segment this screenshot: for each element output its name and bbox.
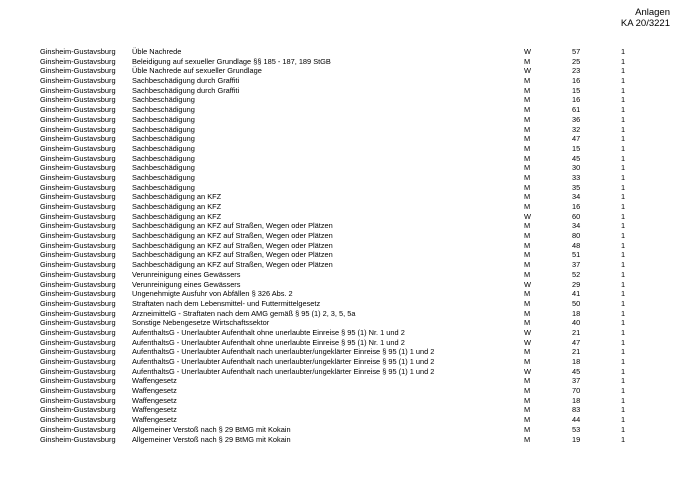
row-offense: Sachbeschädigung an KFZ auf Straßen, Wegen oder Plätzen — [132, 260, 333, 270]
row-place: Ginsheim-Gustavsburg — [40, 415, 116, 425]
row-place: Ginsheim-Gustavsburg — [40, 240, 116, 250]
table-row — [0, 154, 700, 164]
table-row — [0, 425, 700, 435]
row-sex: M — [524, 124, 531, 134]
row-offense: Verunreinigung eines Gewässers — [132, 269, 241, 279]
row-place: Ginsheim-Gustavsburg — [40, 192, 116, 202]
row-sex: M — [524, 202, 531, 211]
row-sex: M — [524, 105, 531, 115]
row-age: 83 — [572, 405, 581, 415]
row-count: 1 — [621, 143, 626, 153]
row-count: 1 — [621, 366, 626, 376]
row-count: 1 — [621, 308, 626, 318]
row-place: Ginsheim-Gustavsburg — [40, 105, 116, 115]
row-sex: M — [524, 269, 531, 279]
row-count: 1 — [621, 221, 626, 231]
row-age: 60 — [572, 211, 581, 221]
row-sex: M — [524, 231, 531, 241]
row-age: 70 — [572, 386, 581, 396]
row-place: Ginsheim-Gustavsburg — [40, 376, 116, 386]
row-offense: Waffengesetz — [132, 376, 177, 386]
row-age: 15 — [572, 143, 581, 153]
row-count: 1 — [621, 192, 626, 202]
row-offense: Sachbeschädigung an KFZ — [132, 202, 222, 211]
table-row — [0, 415, 700, 425]
row-count: 1 — [621, 202, 626, 211]
row-count: 1 — [621, 114, 626, 124]
table-row — [0, 260, 700, 270]
table-row — [0, 299, 700, 309]
row-place: Ginsheim-Gustavsburg — [40, 357, 116, 366]
row-place: Ginsheim-Gustavsburg — [40, 95, 116, 105]
row-sex: M — [524, 415, 531, 425]
row-offense: ArzneimittelG - Straftaten nach dem AMG gemäß § 95 (1) 2, 3, 5, 5a — [132, 308, 356, 318]
row-sex: M — [524, 260, 531, 270]
row-offense: Sachbeschädigung — [132, 172, 195, 182]
row-sex: M — [524, 153, 531, 163]
table-row — [0, 435, 700, 445]
row-place: Ginsheim-Gustavsburg — [40, 143, 116, 153]
row-age: 18 — [572, 395, 581, 405]
row-age: 47 — [572, 337, 581, 347]
row-age: 40 — [572, 318, 581, 328]
row-age: 15 — [572, 85, 581, 95]
row-place: Ginsheim-Gustavsburg — [40, 386, 116, 396]
table-row — [0, 163, 700, 173]
row-offense: Sachbeschädigung — [132, 163, 195, 173]
row-age: 37 — [572, 376, 581, 386]
row-place: Ginsheim-Gustavsburg — [40, 405, 116, 415]
row-place: Ginsheim-Gustavsburg — [40, 211, 116, 221]
table-row — [0, 289, 700, 299]
row-sex: M — [524, 405, 531, 415]
row-count: 1 — [621, 376, 626, 386]
row-count: 1 — [621, 163, 626, 173]
row-count: 1 — [621, 424, 626, 434]
row-offense: Üble Nachrede auf sexueller Grundlage — [132, 66, 262, 76]
row-age: 18 — [572, 308, 581, 318]
table-row — [0, 105, 700, 115]
header-annex-label: Anlagen — [635, 7, 670, 18]
row-count: 1 — [621, 153, 626, 163]
row-count: 1 — [621, 95, 626, 105]
row-sex: W — [524, 337, 531, 347]
row-sex: M — [524, 434, 531, 444]
row-sex: W — [524, 47, 531, 56]
row-offense: Ungenehmigte Ausfuhr von Abfällen § 326 Abs. 2 — [132, 289, 293, 299]
row-count: 1 — [621, 405, 626, 415]
row-age: 16 — [572, 76, 581, 86]
row-count: 1 — [621, 289, 626, 299]
row-offense: AufenthaltsG - Unerlaubter Aufenthalt nach unerlaubter/ungeklärter Einreise § 95 (1) 1 und 2 — [132, 347, 435, 357]
row-count: 1 — [621, 337, 626, 347]
table-row — [0, 396, 700, 406]
row-sex: M — [524, 395, 531, 405]
row-offense: Waffengesetz — [132, 386, 177, 396]
row-place: Ginsheim-Gustavsburg — [40, 153, 116, 163]
row-count: 1 — [621, 85, 626, 95]
row-count: 1 — [621, 327, 626, 337]
row-age: 23 — [572, 66, 581, 76]
row-place: Ginsheim-Gustavsburg — [40, 318, 116, 328]
row-place: Ginsheim-Gustavsburg — [40, 124, 116, 134]
row-age: 19 — [572, 434, 581, 444]
table-row — [0, 309, 700, 319]
table-row — [0, 405, 700, 415]
table-row — [0, 338, 700, 348]
table-row — [0, 66, 700, 76]
table-row — [0, 318, 700, 328]
row-place: Ginsheim-Gustavsburg — [40, 269, 116, 279]
row-age: 34 — [572, 221, 581, 231]
row-place: Ginsheim-Gustavsburg — [40, 424, 116, 434]
row-place: Ginsheim-Gustavsburg — [40, 221, 116, 231]
row-sex: M — [524, 172, 531, 182]
row-sex: M — [524, 318, 531, 328]
row-offense: Sachbeschädigung — [132, 153, 195, 163]
row-offense: Beleidigung auf sexueller Grundlage §§ 185 - 187, 189 StGB — [132, 56, 331, 66]
row-sex: M — [524, 357, 531, 366]
row-age: 53 — [572, 424, 581, 434]
row-place: Ginsheim-Gustavsburg — [40, 114, 116, 124]
row-sex: W — [524, 66, 531, 76]
row-place: Ginsheim-Gustavsburg — [40, 395, 116, 405]
row-place: Ginsheim-Gustavsburg — [40, 182, 116, 192]
row-place: Ginsheim-Gustavsburg — [40, 279, 116, 289]
row-place: Ginsheim-Gustavsburg — [40, 202, 116, 211]
row-sex: M — [524, 163, 531, 173]
row-count: 1 — [621, 318, 626, 328]
row-count: 1 — [621, 231, 626, 241]
row-sex: M — [524, 221, 531, 231]
row-age: 16 — [572, 202, 581, 211]
row-count: 1 — [621, 395, 626, 405]
row-age: 48 — [572, 240, 581, 250]
row-sex: M — [524, 114, 531, 124]
row-offense: Straftaten nach dem Lebensmittel- und Futtermittelgesetz — [132, 298, 321, 308]
row-count: 1 — [621, 211, 626, 221]
row-sex: M — [524, 250, 531, 260]
row-age: 32 — [572, 124, 581, 134]
row-offense: Sachbeschädigung — [132, 124, 195, 134]
row-offense: Sachbeschädigung an KFZ auf Straßen, Wegen oder Plätzen — [132, 231, 333, 241]
row-sex: M — [524, 298, 531, 308]
row-age: 57 — [572, 47, 581, 56]
row-place: Ginsheim-Gustavsburg — [40, 298, 116, 308]
row-age: 33 — [572, 172, 581, 182]
row-sex: M — [524, 192, 531, 202]
row-place: Ginsheim-Gustavsburg — [40, 434, 116, 444]
table-row — [0, 328, 700, 338]
row-age: 37 — [572, 260, 581, 270]
row-age: 41 — [572, 289, 581, 299]
row-offense: Sachbeschädigung durch Graffiti — [132, 76, 240, 86]
row-place: Ginsheim-Gustavsburg — [40, 66, 116, 76]
row-count: 1 — [621, 357, 626, 366]
table-row — [0, 386, 700, 396]
row-count: 1 — [621, 47, 626, 56]
row-place: Ginsheim-Gustavsburg — [40, 327, 116, 337]
row-age: 45 — [572, 153, 581, 163]
table-row — [0, 241, 700, 251]
row-place: Ginsheim-Gustavsburg — [40, 163, 116, 173]
row-offense: AufenthaltsG - Unerlaubter Aufenthalt ohne unerlaubte Einreise § 95 (1) Nr. 1 und 2 — [132, 327, 405, 337]
row-count: 1 — [621, 56, 626, 66]
row-count: 1 — [621, 279, 626, 289]
row-age: 29 — [572, 279, 581, 289]
row-place: Ginsheim-Gustavsburg — [40, 260, 116, 270]
row-sex: W — [524, 366, 531, 376]
row-place: Ginsheim-Gustavsburg — [40, 366, 116, 376]
table-row — [0, 231, 700, 241]
row-offense: AufenthaltsG - Unerlaubter Aufenthalt nach unerlaubter/ungeklärter Einreise § 95 (1) 1 und 2 — [132, 366, 435, 376]
row-offense: Waffengesetz — [132, 415, 177, 425]
row-age: 50 — [572, 298, 581, 308]
table-row — [0, 134, 700, 144]
table-row — [0, 76, 700, 86]
row-offense: Sachbeschädigung an KFZ — [132, 192, 222, 202]
row-offense: Sonstige Nebengesetze Wirtschaftssektor — [132, 318, 270, 328]
row-place: Ginsheim-Gustavsburg — [40, 337, 116, 347]
row-sex: M — [524, 347, 531, 357]
row-offense: Üble Nachrede — [132, 47, 182, 56]
row-age: 36 — [572, 114, 581, 124]
table-row — [0, 115, 700, 125]
table-row — [0, 202, 700, 212]
row-age: 45 — [572, 366, 581, 376]
row-age: 21 — [572, 347, 581, 357]
table-row — [0, 192, 700, 202]
table-row — [0, 183, 700, 193]
table-row — [0, 270, 700, 280]
row-sex: M — [524, 76, 531, 86]
table-row — [0, 212, 700, 222]
row-age: 30 — [572, 163, 581, 173]
row-sex: M — [524, 240, 531, 250]
table-row — [0, 250, 700, 260]
row-age: 21 — [572, 327, 581, 337]
table-row — [0, 144, 700, 154]
row-count: 1 — [621, 298, 626, 308]
row-offense: Sachbeschädigung — [132, 143, 195, 153]
row-sex: M — [524, 182, 531, 192]
table-row — [0, 86, 700, 96]
row-count: 1 — [621, 347, 626, 357]
row-age: 18 — [572, 357, 581, 366]
row-count: 1 — [621, 269, 626, 279]
row-age: 16 — [572, 95, 581, 105]
row-sex: M — [524, 376, 531, 386]
row-sex: M — [524, 308, 531, 318]
header-reference-number: KA 20/3221 — [620, 18, 670, 29]
row-age: 51 — [572, 250, 581, 260]
table-row — [0, 367, 700, 377]
row-offense: Sachbeschädigung — [132, 105, 195, 115]
row-count: 1 — [621, 134, 626, 144]
row-offense: Sachbeschädigung an KFZ auf Straßen, Wegen oder Plätzen — [132, 240, 333, 250]
table-row — [0, 173, 700, 183]
row-offense: Sachbeschädigung an KFZ auf Straßen, Wegen oder Plätzen — [132, 250, 333, 260]
table-row — [0, 376, 700, 386]
row-place: Ginsheim-Gustavsburg — [40, 76, 116, 86]
table-row — [0, 95, 700, 105]
row-age: 47 — [572, 134, 581, 144]
table-row — [0, 57, 700, 67]
row-offense: Allgemeiner Verstoß nach § 29 BtMG mit Kokain — [132, 424, 291, 434]
row-count: 1 — [621, 386, 626, 396]
row-place: Ginsheim-Gustavsburg — [40, 172, 116, 182]
row-sex: W — [524, 211, 531, 221]
row-offense: Allgemeiner Verstoß nach § 29 BtMG mit Kokain — [132, 434, 291, 444]
row-offense: Sachbeschädigung an KFZ — [132, 211, 222, 221]
table-row — [0, 221, 700, 231]
row-place: Ginsheim-Gustavsburg — [40, 47, 116, 56]
document-header — [621, 7, 670, 29]
row-count: 1 — [621, 250, 626, 260]
row-offense: Sachbeschädigung — [132, 95, 195, 105]
row-age: 34 — [572, 192, 581, 202]
row-age: 52 — [572, 269, 581, 279]
row-sex: M — [524, 56, 531, 66]
table-row — [0, 125, 700, 135]
row-sex: M — [524, 143, 531, 153]
row-offense: Sachbeschädigung — [132, 114, 195, 124]
row-sex: M — [524, 386, 531, 396]
row-place: Ginsheim-Gustavsburg — [40, 289, 116, 299]
row-count: 1 — [621, 172, 626, 182]
row-age: 25 — [572, 56, 581, 66]
row-place: Ginsheim-Gustavsburg — [40, 308, 116, 318]
row-sex: M — [524, 134, 531, 144]
row-sex: W — [524, 327, 531, 337]
row-age: 61 — [572, 105, 581, 115]
row-age: 80 — [572, 231, 581, 241]
row-offense: Sachbeschädigung an KFZ auf Straßen, Wegen oder Plätzen — [132, 221, 333, 231]
row-sex: W — [524, 279, 531, 289]
row-place: Ginsheim-Gustavsburg — [40, 85, 116, 95]
row-offense: Waffengesetz — [132, 405, 177, 415]
row-place: Ginsheim-Gustavsburg — [40, 134, 116, 144]
row-count: 1 — [621, 434, 626, 444]
row-count: 1 — [621, 76, 626, 86]
row-offense: AufenthaltsG - Unerlaubter Aufenthalt nach unerlaubter/ungeklärter Einreise § 95 (1) 1 und 2 — [132, 357, 435, 366]
row-offense: Waffengesetz — [132, 395, 177, 405]
table-row — [0, 347, 700, 357]
table-row — [0, 47, 700, 57]
row-count: 1 — [621, 260, 626, 270]
row-place: Ginsheim-Gustavsburg — [40, 56, 116, 66]
row-count: 1 — [621, 105, 626, 115]
row-place: Ginsheim-Gustavsburg — [40, 231, 116, 241]
row-sex: M — [524, 85, 531, 95]
table-row — [0, 357, 700, 367]
row-offense: AufenthaltsG - Unerlaubter Aufenthalt ohne unerlaubte Einreise § 95 (1) Nr. 1 und 2 — [132, 337, 405, 347]
row-sex: M — [524, 95, 531, 105]
row-offense: Sachbeschädigung — [132, 182, 195, 192]
row-offense: Sachbeschädigung — [132, 134, 195, 144]
row-sex: M — [524, 424, 531, 434]
row-count: 1 — [621, 66, 626, 76]
data-table — [0, 47, 700, 444]
row-place: Ginsheim-Gustavsburg — [40, 250, 116, 260]
row-age: 35 — [572, 182, 581, 192]
table-row — [0, 280, 700, 290]
row-place: Ginsheim-Gustavsburg — [40, 347, 116, 357]
row-offense: Sachbeschädigung durch Graffiti — [132, 85, 240, 95]
row-age: 44 — [572, 415, 581, 425]
row-sex: M — [524, 289, 531, 299]
row-count: 1 — [621, 415, 626, 425]
row-count: 1 — [621, 240, 626, 250]
row-offense: Verunreinigung eines Gewässers — [132, 279, 241, 289]
row-count: 1 — [621, 124, 626, 134]
row-count: 1 — [621, 182, 626, 192]
